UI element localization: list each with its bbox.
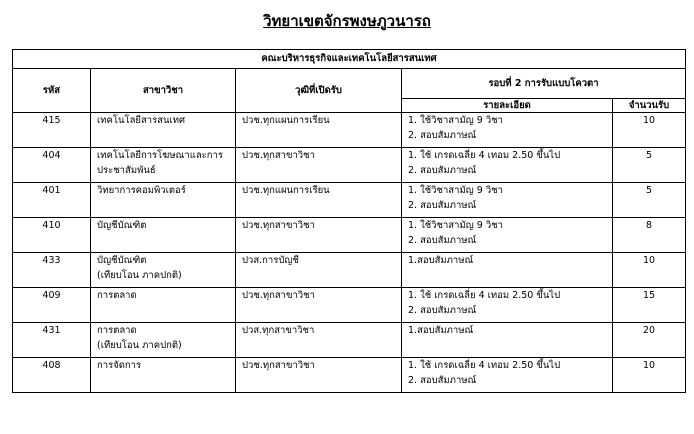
qualification-cell	[236, 113, 402, 148]
code-text: 410	[42, 220, 61, 231]
header-count: จำนวนรับ	[613, 99, 686, 113]
code-text: 401	[42, 185, 61, 196]
qualification-text: ปวช.ทุกสาขาวิชา	[242, 360, 315, 371]
detail-text: 1. ใช้ เกรดเฉลี่ย 4 เทอม 2.50 ขึ้นไป	[408, 150, 561, 161]
detail-text: 2. สอบสัมภาษณ์	[408, 305, 477, 316]
count-text: 5	[645, 150, 653, 161]
major-text: การจัดการ	[97, 360, 142, 371]
table-row	[13, 288, 686, 323]
major-cell	[91, 288, 236, 323]
major-cell	[91, 148, 236, 183]
major-cell	[91, 183, 236, 218]
major-text: เทคโนโลยีสารสนเทศ	[97, 115, 186, 126]
detail-text: 2. สอบสัมภาษณ์	[408, 375, 477, 386]
qualification-text: ปวช.ทุกสาขาวิชา	[242, 150, 315, 161]
major-text: ประชาสัมพันธ์	[97, 165, 156, 176]
major-text: (เทียบโอน ภาคปกติ)	[97, 340, 182, 351]
qualification-text: ปวช.ทุกสาขาวิชา	[242, 220, 315, 231]
code-cell	[13, 358, 91, 393]
count-cell	[613, 218, 686, 253]
detail-text: 1. ใช้ เกรดเฉลี่ย 4 เทอม 2.50 ขึ้นไป	[408, 290, 561, 301]
major-cell	[91, 218, 236, 253]
details-cell	[402, 253, 613, 288]
details-cell	[402, 113, 613, 148]
detail-text: 1. ใช้วิชาสามัญ 9 วิชา	[408, 185, 503, 196]
code-cell	[13, 288, 91, 323]
qualification-text: ปวส.ทุกสาขาวิชา	[242, 325, 315, 336]
table-row	[13, 358, 686, 393]
table-row	[13, 148, 686, 183]
details-cell	[402, 288, 613, 323]
code-cell	[13, 113, 91, 148]
details-cell	[402, 323, 613, 358]
detail-text: 1. ใช้วิชาสามัญ 9 วิชา	[408, 220, 503, 231]
code-cell	[13, 148, 91, 183]
header-qualification: วุฒิที่เปิดรับ	[236, 69, 402, 113]
count-cell	[613, 288, 686, 323]
detail-text: 1. ใช้วิชาสามัญ 9 วิชา	[408, 115, 503, 126]
major-cell	[91, 323, 236, 358]
header-details: รายละเอียด	[402, 99, 613, 113]
details-cell	[402, 218, 613, 253]
qualification-text: ปวส.การบัญชี	[242, 255, 299, 266]
table-row	[13, 323, 686, 358]
code-text: 431	[42, 325, 61, 336]
count-cell	[613, 358, 686, 393]
major-text: บัญชีบัณฑิต	[97, 220, 147, 231]
header-major: สาขาวิชา	[91, 69, 236, 113]
major-text: (เทียบโอน ภาคปกติ)	[97, 270, 182, 281]
faculty-row	[13, 50, 686, 69]
code-text: 433	[42, 255, 61, 266]
details-cell	[402, 148, 613, 183]
faculty-name: คณะบริหารธุรกิจและเทคโนโลยีสารสนเทศ	[13, 50, 686, 69]
qualification-cell	[236, 358, 402, 393]
admission-table	[12, 49, 686, 393]
qualification-cell	[236, 183, 402, 218]
table-row	[13, 183, 686, 218]
qualification-cell	[236, 148, 402, 183]
major-cell	[91, 113, 236, 148]
qualification-text: ปวช.ทุกแผนการเรียน	[242, 185, 330, 196]
count-text: 20	[642, 325, 656, 336]
count-text: 10	[642, 115, 656, 126]
major-cell	[91, 358, 236, 393]
table-row	[13, 253, 686, 288]
count-cell	[613, 323, 686, 358]
major-text: การตลาด	[97, 325, 137, 336]
details-cell	[402, 183, 613, 218]
detail-text: 2. สอบสัมภาษณ์	[408, 165, 477, 176]
major-text: การตลาด	[97, 290, 137, 301]
admission-table-body	[13, 50, 686, 393]
code-cell	[13, 323, 91, 358]
table-row	[13, 218, 686, 253]
header-row	[13, 69, 686, 99]
qualification-cell	[236, 323, 402, 358]
qualification-text: ปวช.ทุกสาขาวิชา	[242, 290, 315, 301]
qualification-text: ปวช.ทุกแผนการเรียน	[242, 115, 330, 126]
count-text: 15	[642, 290, 656, 301]
qualification-cell	[236, 218, 402, 253]
code-text: 409	[42, 290, 61, 301]
detail-text: 2. สอบสัมภาษณ์	[408, 235, 477, 246]
page-title: วิทยาเขตจักรพงษภูวนารถ	[263, 12, 431, 30]
count-text: 10	[642, 360, 656, 371]
count-cell	[613, 148, 686, 183]
count-text: 8	[645, 220, 653, 231]
code-cell	[13, 218, 91, 253]
count-cell	[613, 183, 686, 218]
details-cell	[402, 358, 613, 393]
count-text: 10	[642, 255, 656, 266]
code-cell	[13, 253, 91, 288]
qualification-cell	[236, 288, 402, 323]
major-text: วิทยาการคอมพิวเตอร์	[97, 185, 186, 196]
table-row	[13, 113, 686, 148]
code-cell	[13, 183, 91, 218]
code-text: 404	[42, 150, 61, 161]
detail-text: 2. สอบสัมภาษณ์	[408, 130, 477, 141]
detail-text: 2. สอบสัมภาษณ์	[408, 200, 477, 211]
detail-text: 1.สอบสัมภาษณ์	[408, 325, 474, 336]
qualification-cell	[236, 253, 402, 288]
detail-text: 1. ใช้ เกรดเฉลี่ย 4 เทอม 2.50 ขึ้นไป	[408, 360, 561, 371]
header-code: รหัส	[13, 69, 91, 113]
major-cell	[91, 253, 236, 288]
code-text: 415	[42, 115, 61, 126]
header-round: รอบที่ 2 การรับแบบโควตา	[402, 69, 686, 99]
detail-text: 1.สอบสัมภาษณ์	[408, 255, 474, 266]
code-text: 408	[42, 360, 61, 371]
count-cell	[613, 113, 686, 148]
count-cell	[613, 253, 686, 288]
major-text: เทคโนโลยีการโฆษณาและการ	[97, 150, 223, 161]
major-text: บัญชีบัณฑิต	[97, 255, 147, 266]
count-text: 5	[645, 185, 653, 196]
